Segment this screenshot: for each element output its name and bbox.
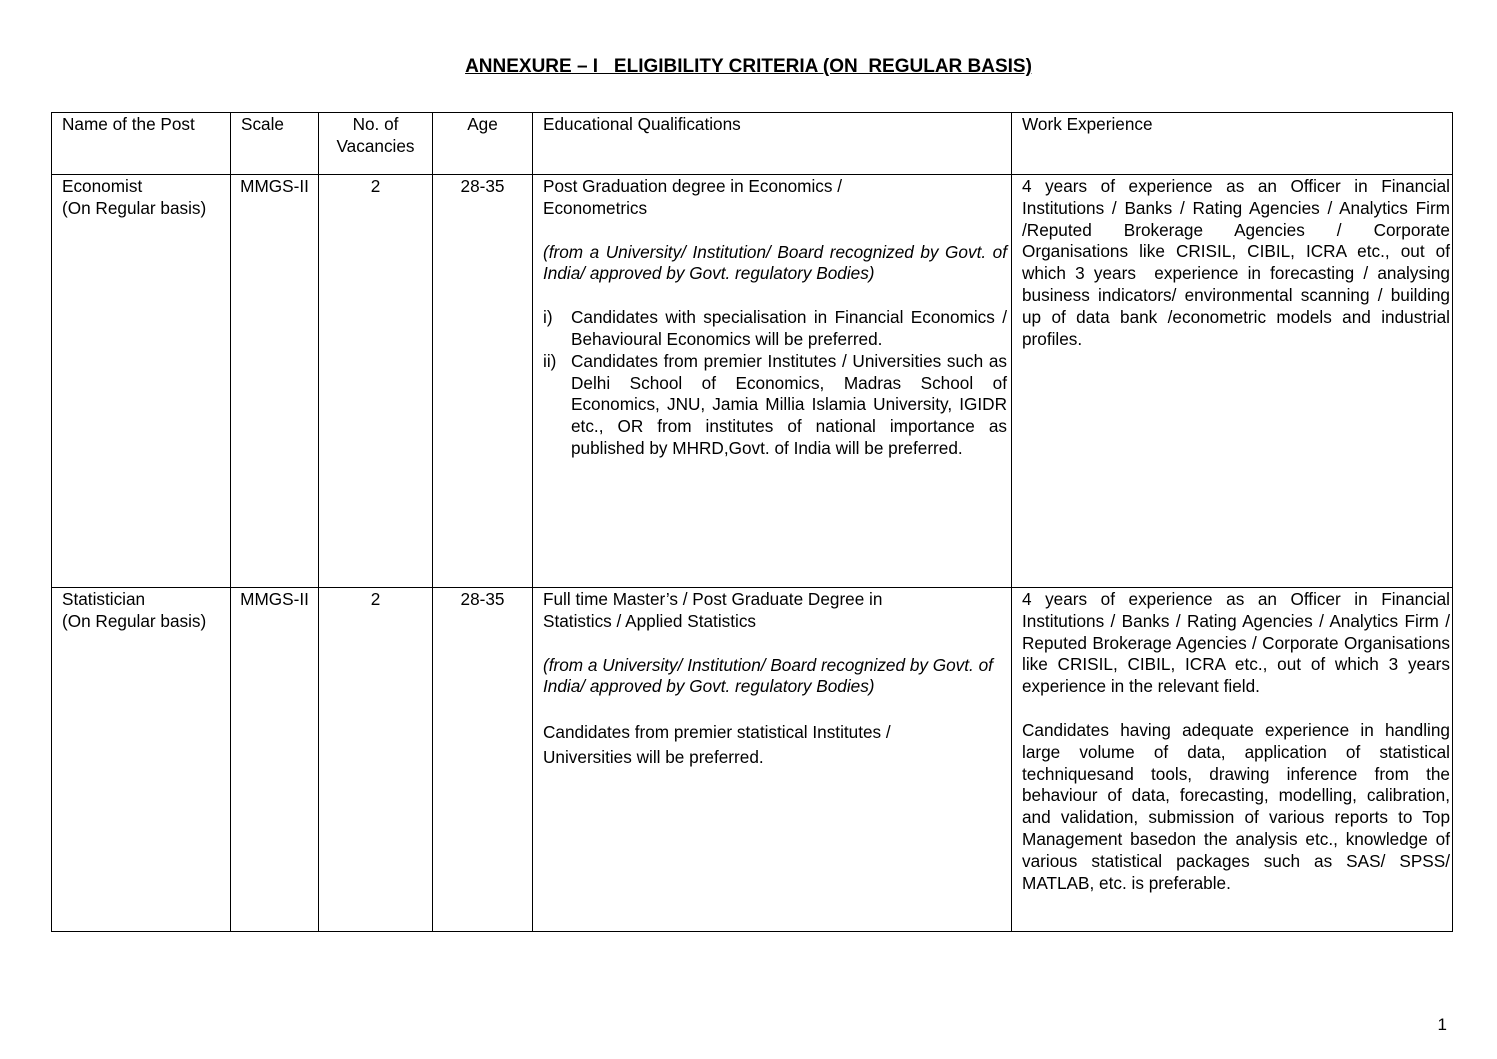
table-header-row bbox=[52, 113, 1453, 175]
experience-text: 4 years of experience as an Officer in Financial Institutions / Banks / Rating Agencies / Analytics Firm / Reputed Brokerage Agencies / Corporate Organisations like CRISIL, CIBIL, ICRA etc., out of which 3 years experience in the relevant field. bbox=[1022, 589, 1450, 697]
header-name-of-post: Name of the Post bbox=[52, 113, 231, 175]
header-vacancies: No. of Vacancies bbox=[319, 113, 433, 175]
vacancies-cell: 2 bbox=[319, 588, 433, 932]
qualification-recognition: (from a University/ Institution/ Board recognized by Govt. of India/ approved by Govt. regulatory Bodies) bbox=[543, 654, 993, 697]
experience-cell: 4 years of experience as an Officer in Financial Institutions / Banks / Rating Agencies / Analytics Firm /Reputed Brokerage Agencies / Corporate Organisations like CRISIL, CIBIL, ICRA etc., out of which 3 years experience in forecasting / analysing business indicators/ environmental scanning / building up of data bank /econometric models and industrial profiles. bbox=[1012, 175, 1453, 588]
page-number: 1 bbox=[1437, 1015, 1447, 1034]
item-text: Candidates with specialisation in Financial Economics / Behavioural Economics will be preferred. bbox=[571, 307, 1007, 349]
post-basis: (On Regular basis) bbox=[62, 610, 207, 631]
qualification-recognition: (from a University/ Institution/ Board recognized by Govt. of India/ approved by Govt. regulatory Bodies) bbox=[543, 241, 1007, 284]
qualification-preferred: Candidates from premier statistical Institutes / Universities will be preferred. bbox=[543, 722, 891, 768]
scale-cell: MMGS-II bbox=[231, 175, 319, 588]
header-work-experience: Work Experience bbox=[1012, 113, 1453, 175]
vacancies-cell: 2 bbox=[319, 175, 433, 588]
post-cell bbox=[52, 175, 231, 588]
age-cell: 28-35 bbox=[433, 588, 533, 932]
item-text: Candidates from premier Institutes / Universities such as Delhi School of Economics, Madras School of Economics, JNU, Jamia Millia Islamia University, IGIDR etc., OR from institutes of national importance as published by MHRD,Govt. of India will be preferred. bbox=[571, 350, 1007, 458]
qualification-item bbox=[543, 307, 1007, 351]
document-title: ANNEXURE – I ELIGIBILITY CRITERIA (ON REGULAR BASIS) bbox=[465, 56, 1032, 77]
qualification-degree: Full time Master’s / Post Graduate Degree in Statistics / Applied Statistics bbox=[543, 589, 883, 631]
post-name: Economist bbox=[62, 176, 143, 196]
age-cell: 28-35 bbox=[433, 175, 533, 588]
table-row-economist bbox=[52, 175, 1453, 588]
item-number: i) bbox=[543, 307, 553, 328]
qualifications-cell bbox=[533, 588, 1012, 932]
eligibility-table bbox=[51, 112, 1453, 932]
item-number: ii) bbox=[543, 350, 557, 371]
post-name: Statistician bbox=[62, 589, 146, 609]
scale-cell: MMGS-II bbox=[231, 588, 319, 932]
qualifications-cell bbox=[533, 175, 1012, 588]
post-basis: (On Regular basis) bbox=[62, 197, 207, 218]
qualification-item bbox=[543, 351, 1007, 460]
experience-extra: Candidates having adequate experience in handling large volume of data, application of statistical techniquesand tools, drawing inference from the behaviour of data, forecasting, modelling, calibration, and validation, submission of various reports to Top Management basedon the analysis etc., knowledge of various statistical packages such as SAS/ SPSS/ MATLAB, etc. is preferable. bbox=[1022, 719, 1450, 893]
experience-cell bbox=[1012, 588, 1453, 932]
qualification-degree: Post Graduation degree in Economics / Econometrics bbox=[543, 176, 843, 218]
header-age: Age bbox=[433, 113, 533, 175]
post-cell bbox=[52, 588, 231, 932]
table-row-statistician bbox=[52, 588, 1453, 932]
header-educational-qualifications: Educational Qualifications bbox=[533, 113, 1012, 175]
header-scale: Scale bbox=[231, 113, 319, 175]
